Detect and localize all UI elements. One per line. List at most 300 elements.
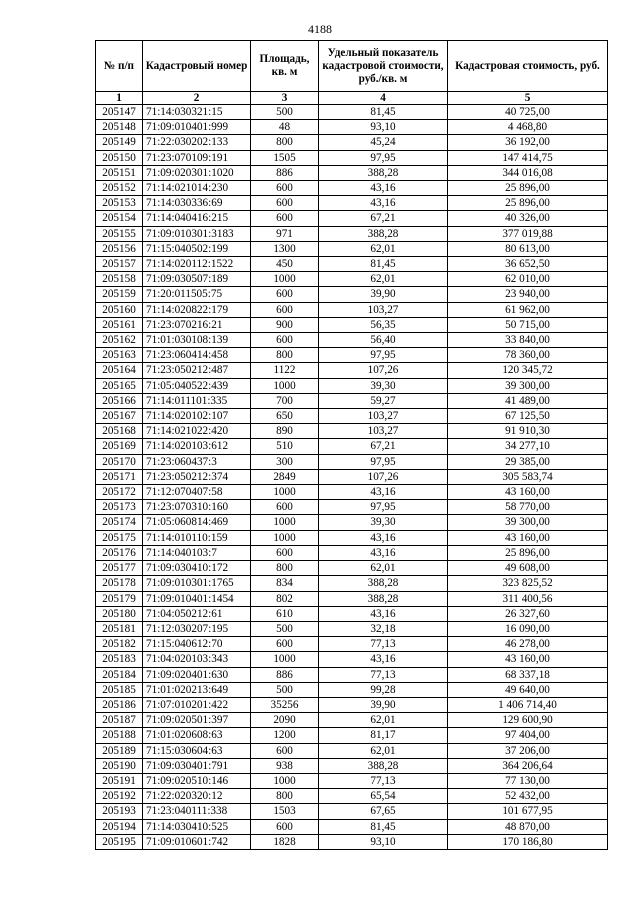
- area-cell: 1300: [251, 241, 319, 256]
- table-row: [96, 561, 608, 576]
- cadastral-value-cell: 1 406 714,40: [448, 697, 608, 712]
- area-cell: 802: [251, 591, 319, 606]
- row-number-cell: 205163: [96, 348, 143, 363]
- table-row: [96, 637, 608, 652]
- area-cell: 1503: [251, 804, 319, 819]
- cadastral-number-cell: 71:09:030401:791: [143, 758, 251, 773]
- area-cell: 1000: [251, 652, 319, 667]
- cadastral-value-cell: 25 896,00: [448, 181, 608, 196]
- table-row: [96, 469, 608, 484]
- area-cell: 300: [251, 454, 319, 469]
- area-cell: 834: [251, 576, 319, 591]
- area-cell: 500: [251, 105, 319, 120]
- cadastral-value-cell: 364 206,64: [448, 758, 608, 773]
- cadastral-number-cell: 71:14:021022:420: [143, 424, 251, 439]
- table-row: [96, 272, 608, 287]
- cadastral-value-cell: 36 652,50: [448, 257, 608, 272]
- unit-value-cell: 388,28: [319, 576, 448, 591]
- row-number-cell: 205162: [96, 333, 143, 348]
- table-row: [96, 150, 608, 165]
- cadastral-number-cell: 71:09:030507:189: [143, 272, 251, 287]
- row-number-cell: 205190: [96, 758, 143, 773]
- cadastral-number-cell: 71:15:030604:63: [143, 743, 251, 758]
- row-number-cell: 205185: [96, 682, 143, 697]
- area-cell: 600: [251, 545, 319, 560]
- cadastral-value-cell: 41 489,00: [448, 393, 608, 408]
- area-cell: 600: [251, 637, 319, 652]
- unit-value-cell: 32,18: [319, 621, 448, 636]
- area-cell: 1000: [251, 773, 319, 788]
- column-number: 5: [448, 92, 608, 105]
- header-unit-value: Удельный показатель кадастровой стоимости, руб./кв. м: [319, 41, 448, 92]
- unit-value-cell: 99,28: [319, 682, 448, 697]
- area-cell: 886: [251, 667, 319, 682]
- table-row: [96, 165, 608, 180]
- cadastral-value-cell: 344 016,08: [448, 165, 608, 180]
- table-row: [96, 621, 608, 636]
- area-cell: 600: [251, 196, 319, 211]
- area-cell: 600: [251, 743, 319, 758]
- row-number-cell: 205186: [96, 697, 143, 712]
- row-number-cell: 205171: [96, 469, 143, 484]
- table-row: [96, 241, 608, 256]
- table-row: [96, 135, 608, 150]
- row-number-cell: 205159: [96, 287, 143, 302]
- area-cell: 450: [251, 257, 319, 272]
- cadastral-value-cell: 62 010,00: [448, 272, 608, 287]
- row-number-cell: 205148: [96, 120, 143, 135]
- area-cell: 500: [251, 682, 319, 697]
- table-row: [96, 409, 608, 424]
- area-cell: 900: [251, 317, 319, 332]
- table-row: [96, 211, 608, 226]
- area-cell: 510: [251, 439, 319, 454]
- table-row: [96, 545, 608, 560]
- cadastral-value-cell: 36 192,00: [448, 135, 608, 150]
- cadastral-number-cell: 71:23:070109:191: [143, 150, 251, 165]
- cadastral-number-cell: 71:14:030410:525: [143, 819, 251, 834]
- table-row: [96, 333, 608, 348]
- table-row: [96, 393, 608, 408]
- row-number-cell: 205164: [96, 363, 143, 378]
- cadastral-number-cell: 71:01:020608:63: [143, 728, 251, 743]
- cadastral-value-cell: 39 300,00: [448, 378, 608, 393]
- table-row: [96, 424, 608, 439]
- cadastral-number-cell: 71:09:020301:1020: [143, 165, 251, 180]
- cadastral-value-cell: 80 613,00: [448, 241, 608, 256]
- table-row: [96, 257, 608, 272]
- cadastral-number-cell: 71:23:060437:3: [143, 454, 251, 469]
- row-number-cell: 205168: [96, 424, 143, 439]
- cadastral-value-cell: 39 300,00: [448, 515, 608, 530]
- table-row: [96, 713, 608, 728]
- row-number-cell: 205151: [96, 165, 143, 180]
- area-cell: 700: [251, 393, 319, 408]
- unit-value-cell: 62,01: [319, 241, 448, 256]
- table-row: [96, 743, 608, 758]
- cadastral-number-cell: 71:23:070216:21: [143, 317, 251, 332]
- unit-value-cell: 62,01: [319, 561, 448, 576]
- area-cell: 2849: [251, 469, 319, 484]
- row-number-cell: 205170: [96, 454, 143, 469]
- cadastral-value-cell: 61 962,00: [448, 302, 608, 317]
- cadastral-value-cell: 43 160,00: [448, 530, 608, 545]
- cadastral-number-cell: 71:23:050212:374: [143, 469, 251, 484]
- cadastral-value-cell: 50 715,00: [448, 317, 608, 332]
- area-cell: 600: [251, 287, 319, 302]
- row-number-cell: 205160: [96, 302, 143, 317]
- cadastral-number-cell: 71:09:010301:3183: [143, 226, 251, 241]
- cadastral-number-cell: 71:04:020103:343: [143, 652, 251, 667]
- header-area: Площадь, кв. м: [251, 41, 319, 92]
- area-cell: 610: [251, 606, 319, 621]
- row-number-cell: 205167: [96, 409, 143, 424]
- area-cell: 1000: [251, 515, 319, 530]
- cadastral-value-cell: 67 125,50: [448, 409, 608, 424]
- row-number-cell: 205191: [96, 773, 143, 788]
- row-number-cell: 205166: [96, 393, 143, 408]
- cadastral-value-cell: 25 896,00: [448, 196, 608, 211]
- area-cell: 1000: [251, 378, 319, 393]
- cadastral-value-cell: 25 896,00: [448, 545, 608, 560]
- cadastral-number-cell: 71:01:020213:649: [143, 682, 251, 697]
- row-number-cell: 205173: [96, 500, 143, 515]
- unit-value-cell: 62,01: [319, 713, 448, 728]
- row-number-cell: 205195: [96, 834, 143, 849]
- unit-value-cell: 62,01: [319, 272, 448, 287]
- table-row: [96, 120, 608, 135]
- area-cell: 938: [251, 758, 319, 773]
- cadastral-number-cell: 71:23:050212:487: [143, 363, 251, 378]
- cadastral-number-cell: 71:07:010201:422: [143, 697, 251, 712]
- unit-value-cell: 65,54: [319, 789, 448, 804]
- unit-value-cell: 107,26: [319, 363, 448, 378]
- unit-value-cell: 39,30: [319, 515, 448, 530]
- cadastral-number-cell: 71:14:020112:1522: [143, 257, 251, 272]
- unit-value-cell: 43,16: [319, 530, 448, 545]
- column-number: 3: [251, 92, 319, 105]
- cadastral-value-cell: 40 326,00: [448, 211, 608, 226]
- table-row: [96, 697, 608, 712]
- cadastral-value-cell: 97 404,00: [448, 728, 608, 743]
- cadastral-value-cell: 311 400,56: [448, 591, 608, 606]
- cadastral-number-cell: 71:14:040416:215: [143, 211, 251, 226]
- cadastral-number-cell: 71:22:030202:133: [143, 135, 251, 150]
- area-cell: 800: [251, 135, 319, 150]
- cadastral-value-cell: 29 385,00: [448, 454, 608, 469]
- unit-value-cell: 77,13: [319, 667, 448, 682]
- table-row: [96, 454, 608, 469]
- table-row: [96, 682, 608, 697]
- cadastral-value-cell: 120 345,72: [448, 363, 608, 378]
- cadastral-number-cell: 71:05:060814:469: [143, 515, 251, 530]
- row-number-cell: 205169: [96, 439, 143, 454]
- cadastral-number-cell: 71:09:010601:742: [143, 834, 251, 849]
- row-number-cell: 205147: [96, 105, 143, 120]
- table-row: [96, 226, 608, 241]
- area-cell: 1000: [251, 530, 319, 545]
- unit-value-cell: 39,30: [319, 378, 448, 393]
- cadastral-number-cell: 71:09:030410:172: [143, 561, 251, 576]
- cadastral-number-cell: 71:23:070310:160: [143, 500, 251, 515]
- table-body: [96, 105, 608, 850]
- area-cell: 600: [251, 181, 319, 196]
- row-number-cell: 205178: [96, 576, 143, 591]
- unit-value-cell: 388,28: [319, 165, 448, 180]
- area-cell: 1505: [251, 150, 319, 165]
- row-number-cell: 205181: [96, 621, 143, 636]
- cadastral-value-cell: 37 206,00: [448, 743, 608, 758]
- area-cell: 500: [251, 621, 319, 636]
- area-cell: 1828: [251, 834, 319, 849]
- row-number-cell: 205150: [96, 150, 143, 165]
- unit-value-cell: 56,40: [319, 333, 448, 348]
- row-number-cell: 205157: [96, 257, 143, 272]
- cadastral-number-cell: 71:14:030321:15: [143, 105, 251, 120]
- table-row: [96, 105, 608, 120]
- table-header-row: [96, 41, 608, 92]
- unit-value-cell: 62,01: [319, 743, 448, 758]
- table-row: [96, 317, 608, 332]
- unit-value-cell: 67,65: [319, 804, 448, 819]
- unit-value-cell: 39,90: [319, 697, 448, 712]
- cadastral-value-cell: 49 640,00: [448, 682, 608, 697]
- unit-value-cell: 56,35: [319, 317, 448, 332]
- cadastral-value-cell: 40 725,00: [448, 105, 608, 120]
- area-cell: 800: [251, 561, 319, 576]
- row-number-cell: 205155: [96, 226, 143, 241]
- unit-value-cell: 107,26: [319, 469, 448, 484]
- unit-value-cell: 93,10: [319, 834, 448, 849]
- cadastral-number-cell: 71:20:011505:75: [143, 287, 251, 302]
- cadastral-value-cell: 58 770,00: [448, 500, 608, 515]
- cadastral-value-cell: 48 870,00: [448, 819, 608, 834]
- table-row: [96, 181, 608, 196]
- table-row: [96, 348, 608, 363]
- unit-value-cell: 77,13: [319, 637, 448, 652]
- table-row: [96, 652, 608, 667]
- cadastral-number-cell: 71:22:020320:12: [143, 789, 251, 804]
- area-cell: 650: [251, 409, 319, 424]
- area-cell: 600: [251, 211, 319, 226]
- row-number-cell: 205152: [96, 181, 143, 196]
- area-cell: 600: [251, 819, 319, 834]
- unit-value-cell: 93,10: [319, 120, 448, 135]
- table-row: [96, 606, 608, 621]
- area-cell: 890: [251, 424, 319, 439]
- header-cadastral-value: Кадастровая стоимость, руб.: [448, 41, 608, 92]
- table-row: [96, 287, 608, 302]
- cadastral-number-cell: 71:09:010301:1765: [143, 576, 251, 591]
- page-number: 4188: [308, 22, 332, 36]
- unit-value-cell: 388,28: [319, 758, 448, 773]
- table-row: [96, 758, 608, 773]
- cadastral-number-cell: 71:23:060414:458: [143, 348, 251, 363]
- unit-value-cell: 43,16: [319, 606, 448, 621]
- row-number-cell: 205193: [96, 804, 143, 819]
- area-cell: 600: [251, 500, 319, 515]
- cadastral-number-cell: 71:14:010110:159: [143, 530, 251, 545]
- table-row: [96, 302, 608, 317]
- cadastral-number-cell: 71:09:020501:397: [143, 713, 251, 728]
- unit-value-cell: 45,24: [319, 135, 448, 150]
- cadastral-number-cell: 71:09:020510:146: [143, 773, 251, 788]
- cadastral-number-cell: 71:05:040522:439: [143, 378, 251, 393]
- table-row: [96, 485, 608, 500]
- row-number-cell: 205188: [96, 728, 143, 743]
- row-number-cell: 205180: [96, 606, 143, 621]
- cadastral-value-cell: 26 327,60: [448, 606, 608, 621]
- cadastral-value-cell: 49 608,00: [448, 561, 608, 576]
- unit-value-cell: 77,13: [319, 773, 448, 788]
- area-cell: 800: [251, 348, 319, 363]
- unit-value-cell: 103,27: [319, 409, 448, 424]
- table-row: [96, 819, 608, 834]
- unit-value-cell: 388,28: [319, 226, 448, 241]
- area-cell: 1000: [251, 272, 319, 287]
- cadastral-number-cell: 71:14:040103:7: [143, 545, 251, 560]
- cadastral-value-cell: 305 583,74: [448, 469, 608, 484]
- row-number-cell: 205187: [96, 713, 143, 728]
- unit-value-cell: 388,28: [319, 591, 448, 606]
- cadastral-number-cell: 71:12:070407:58: [143, 485, 251, 500]
- unit-value-cell: 43,16: [319, 181, 448, 196]
- area-cell: 2090: [251, 713, 319, 728]
- row-number-cell: 205179: [96, 591, 143, 606]
- cadastral-number-cell: 71:14:020103:612: [143, 439, 251, 454]
- row-number-cell: 205172: [96, 485, 143, 500]
- row-number-cell: 205175: [96, 530, 143, 545]
- area-cell: 1000: [251, 485, 319, 500]
- cadastral-number-cell: 71:14:011101:335: [143, 393, 251, 408]
- row-number-cell: 205156: [96, 241, 143, 256]
- row-number-cell: 205158: [96, 272, 143, 287]
- cadastral-value-cell: 23 940,00: [448, 287, 608, 302]
- area-cell: 1122: [251, 363, 319, 378]
- unit-value-cell: 81,45: [319, 819, 448, 834]
- cadastral-number-cell: 71:15:040612:70: [143, 637, 251, 652]
- table-row: [96, 576, 608, 591]
- row-number-cell: 205189: [96, 743, 143, 758]
- row-number-cell: 205177: [96, 561, 143, 576]
- row-number-cell: 205183: [96, 652, 143, 667]
- cadastral-value-cell: 377 019,88: [448, 226, 608, 241]
- header-cadastral-number: Кадастровый номер: [143, 41, 251, 92]
- unit-value-cell: 81,17: [319, 728, 448, 743]
- table-row: [96, 196, 608, 211]
- row-number-cell: 205176: [96, 545, 143, 560]
- cadastral-number-cell: 71:12:030207:195: [143, 621, 251, 636]
- cadastral-value-cell: 16 090,00: [448, 621, 608, 636]
- column-number: 1: [96, 92, 143, 105]
- area-cell: 600: [251, 302, 319, 317]
- table-row: [96, 530, 608, 545]
- cadastral-number-cell: 71:15:040502:199: [143, 241, 251, 256]
- row-number-cell: 205153: [96, 196, 143, 211]
- row-number-cell: 205182: [96, 637, 143, 652]
- cadastral-number-cell: 71:09:010401:999: [143, 120, 251, 135]
- cadastral-number-cell: 71:09:010401:1454: [143, 591, 251, 606]
- row-number-cell: 205161: [96, 317, 143, 332]
- column-number: 4: [319, 92, 448, 105]
- cadastral-value-cell: 46 278,00: [448, 637, 608, 652]
- cadastral-value-cell: 68 337,18: [448, 667, 608, 682]
- unit-value-cell: 97,95: [319, 454, 448, 469]
- cadastral-value-cell: 129 600,90: [448, 713, 608, 728]
- unit-value-cell: 43,16: [319, 545, 448, 560]
- table-row: [96, 515, 608, 530]
- row-number-cell: 205192: [96, 789, 143, 804]
- cadastral-value-table: [95, 40, 608, 850]
- cadastral-value-cell: 147 414,75: [448, 150, 608, 165]
- area-cell: 800: [251, 789, 319, 804]
- table-row: [96, 773, 608, 788]
- unit-value-cell: 43,16: [319, 485, 448, 500]
- unit-value-cell: 81,45: [319, 105, 448, 120]
- row-number-cell: 205154: [96, 211, 143, 226]
- table-row: [96, 667, 608, 682]
- row-number-cell: 205174: [96, 515, 143, 530]
- cadastral-number-cell: 71:01:030108:139: [143, 333, 251, 348]
- cadastral-value-cell: 77 130,00: [448, 773, 608, 788]
- table-row: [96, 363, 608, 378]
- table-row: [96, 500, 608, 515]
- unit-value-cell: 43,16: [319, 196, 448, 211]
- column-number: 2: [143, 92, 251, 105]
- cadastral-value-cell: 43 160,00: [448, 485, 608, 500]
- area-cell: 600: [251, 333, 319, 348]
- area-cell: 971: [251, 226, 319, 241]
- cadastral-value-cell: 52 432,00: [448, 789, 608, 804]
- unit-value-cell: 59,27: [319, 393, 448, 408]
- unit-value-cell: 103,27: [319, 424, 448, 439]
- row-number-cell: 205165: [96, 378, 143, 393]
- cadastral-value-cell: 4 468,80: [448, 120, 608, 135]
- unit-value-cell: 39,90: [319, 287, 448, 302]
- row-number-cell: 205184: [96, 667, 143, 682]
- unit-value-cell: 97,95: [319, 348, 448, 363]
- cadastral-number-cell: 71:04:050212:61: [143, 606, 251, 621]
- cadastral-number-cell: 71:14:020822:179: [143, 302, 251, 317]
- table-row: [96, 378, 608, 393]
- cadastral-number-cell: 71:23:040111:338: [143, 804, 251, 819]
- unit-value-cell: 103,27: [319, 302, 448, 317]
- table-row: [96, 789, 608, 804]
- header-row-number: № п/п: [96, 41, 143, 92]
- cadastral-value-cell: 91 910,30: [448, 424, 608, 439]
- cadastral-number-cell: 71:09:020401:630: [143, 667, 251, 682]
- unit-value-cell: 67,21: [319, 439, 448, 454]
- cadastral-number-cell: 71:14:021014:230: [143, 181, 251, 196]
- cadastral-value-cell: 34 277,10: [448, 439, 608, 454]
- cadastral-number-cell: 71:14:030336:69: [143, 196, 251, 211]
- table-column-numbers-row: [96, 92, 608, 105]
- unit-value-cell: 43,16: [319, 652, 448, 667]
- cadastral-value-cell: 170 186,80: [448, 834, 608, 849]
- table-row: [96, 728, 608, 743]
- cadastral-value-cell: 101 677,95: [448, 804, 608, 819]
- area-cell: 886: [251, 165, 319, 180]
- unit-value-cell: 97,95: [319, 150, 448, 165]
- cadastral-value-cell: 78 360,00: [448, 348, 608, 363]
- area-cell: 48: [251, 120, 319, 135]
- cadastral-value-cell: 43 160,00: [448, 652, 608, 667]
- unit-value-cell: 97,95: [319, 500, 448, 515]
- table-row: [96, 439, 608, 454]
- unit-value-cell: 67,21: [319, 211, 448, 226]
- table-row: [96, 834, 608, 849]
- area-cell: 1200: [251, 728, 319, 743]
